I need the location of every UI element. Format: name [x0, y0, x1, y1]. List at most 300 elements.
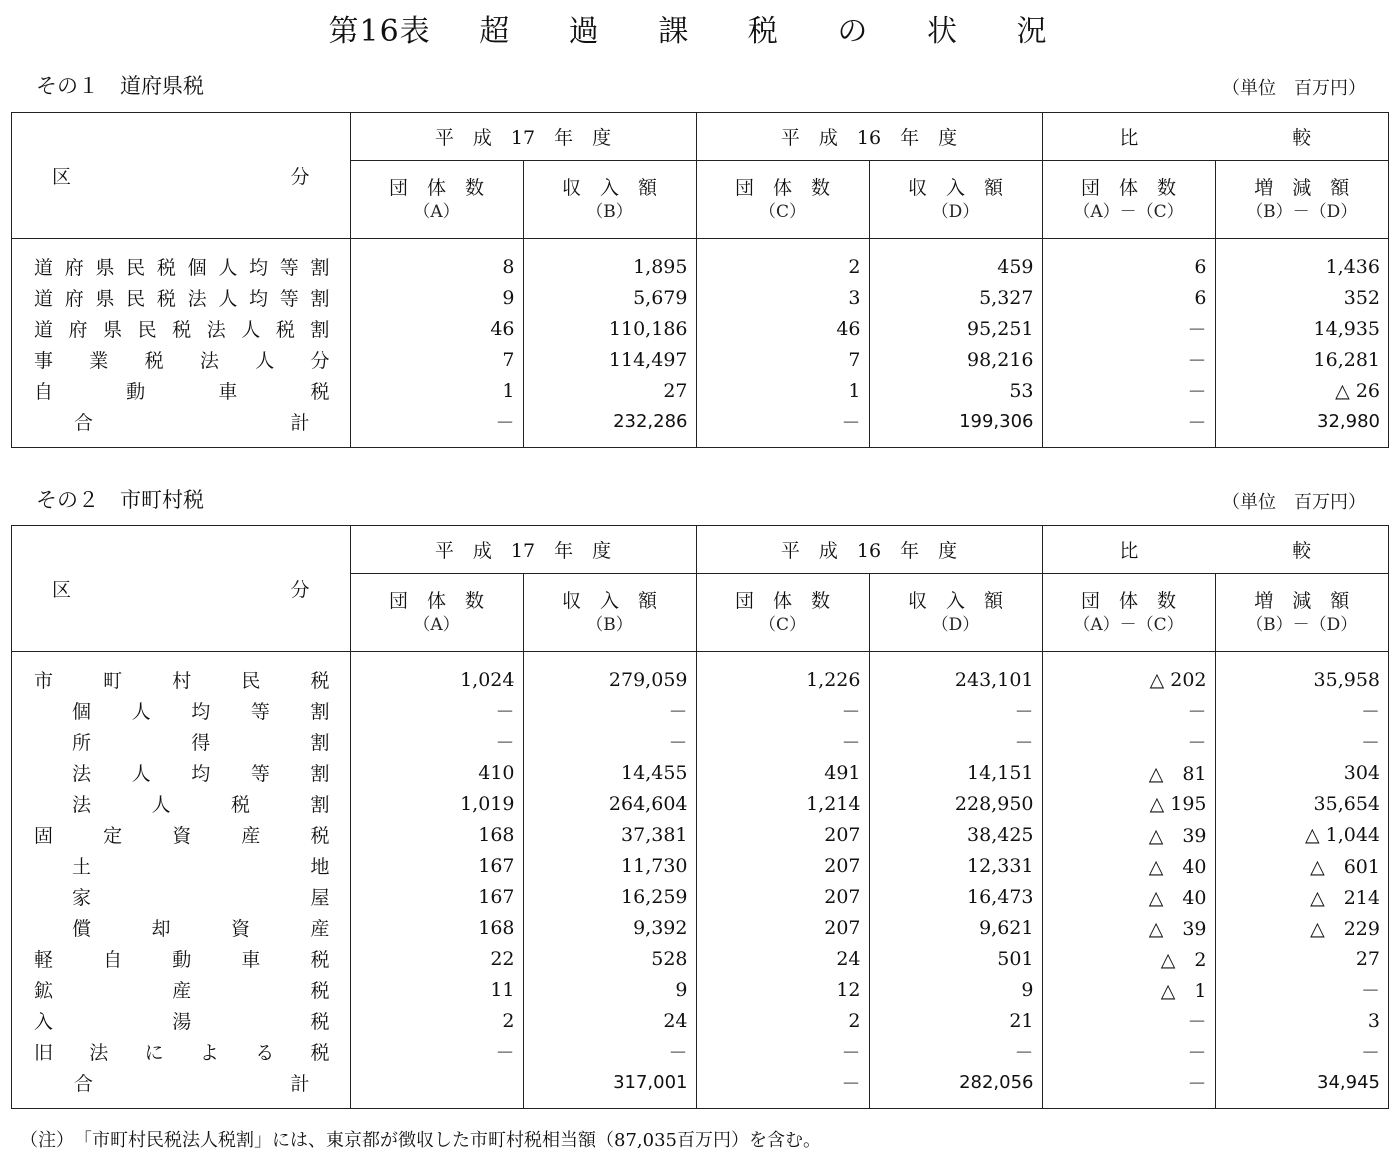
row-label-char: 却 — [151, 918, 171, 940]
row-label-text — [34, 1069, 330, 1096]
section1-label: その１ 道府県税 — [36, 74, 204, 98]
row-label-text — [34, 666, 330, 693]
cell-value: 168 — [350, 912, 523, 943]
cell-value: 1,895 — [523, 239, 696, 283]
cell-value: 207 — [696, 850, 869, 881]
row-label — [12, 788, 350, 819]
table-row — [12, 695, 1388, 726]
cell-value: 6 — [1042, 282, 1215, 313]
row-label-char: 税 — [310, 980, 330, 1002]
column-sublabel: （A）－（C） — [1073, 614, 1184, 635]
cell-value: △ 40 — [1042, 881, 1215, 912]
row-label-char: 旧 — [34, 1042, 54, 1064]
column-label: 収 入 額 — [907, 176, 1003, 199]
row-label — [12, 406, 350, 447]
row-label-text — [34, 697, 330, 724]
row-label-char: 法 — [187, 288, 207, 310]
cell-value: 14,455 — [523, 757, 696, 788]
row-label-char: 民 — [241, 670, 261, 692]
column-sublabel: （B） — [586, 614, 633, 635]
row-label-char: 府 — [68, 319, 88, 341]
column-label: 団 体 数 — [1080, 176, 1176, 199]
cell-value: 167 — [350, 881, 523, 912]
cell-value: 1,436 — [1215, 239, 1388, 283]
kubun-label — [52, 575, 310, 602]
table-row — [12, 726, 1388, 757]
footnote: （注） 「市町村民税法人税割」には、東京都が徴収した市町村税相当額（87,035百万円）を含む。 — [20, 1130, 821, 1151]
cell-value: － — [1042, 1005, 1215, 1036]
row-label-char: 町 — [103, 670, 123, 692]
cell-value: － — [1042, 344, 1215, 375]
cell-value: － — [1215, 1036, 1388, 1067]
row-label-text — [34, 346, 330, 373]
row-label-char: 動 — [172, 949, 192, 971]
row-label-char: 税 — [156, 288, 176, 310]
column-sublabel: （B） — [586, 201, 633, 222]
cell-value: 9,392 — [523, 912, 696, 943]
column-label: 増 減 額 — [1254, 176, 1350, 199]
row-label-text — [34, 315, 330, 342]
cell-value: － — [696, 1067, 869, 1108]
column-header — [869, 161, 1042, 239]
row-label-char: 法 — [72, 763, 92, 785]
column-sublabel: （B）－（D） — [1246, 614, 1358, 635]
cell-value: 528 — [523, 943, 696, 974]
cell-value: 264,604 — [523, 788, 696, 819]
cell-value: △ 195 — [1042, 788, 1215, 819]
cell-value: 9 — [869, 974, 1042, 1005]
cell-value: 282,056 — [869, 1067, 1042, 1108]
column-header — [523, 574, 696, 652]
cell-value: 9,621 — [869, 912, 1042, 943]
cell-value: 491 — [696, 757, 869, 788]
row-label-text — [34, 253, 330, 280]
kubun-right: 分 — [290, 579, 310, 601]
cell-value: 7 — [350, 344, 523, 375]
row-label-char: 所 — [72, 732, 92, 754]
row-label-char: 鉱 — [34, 980, 54, 1002]
cell-value: － — [350, 1036, 523, 1067]
cell-value: － — [869, 695, 1042, 726]
column-header — [1215, 161, 1388, 239]
cell-value: － — [523, 695, 696, 726]
row-label-text — [34, 759, 330, 786]
cell-value: － — [1215, 974, 1388, 1005]
cell-value: － — [1042, 375, 1215, 406]
cell-value: 35,958 — [1215, 652, 1388, 696]
cell-value: 53 — [869, 375, 1042, 406]
title-char: 超 — [479, 14, 511, 49]
cell-value: 16,259 — [523, 881, 696, 912]
row-label-char: 道 — [34, 257, 54, 279]
column-header — [1042, 574, 1215, 652]
row-label — [12, 282, 350, 313]
row-label-char: 法 — [199, 350, 219, 372]
cell-value: 501 — [869, 943, 1042, 974]
title-char: 課 — [658, 14, 690, 49]
row-label — [12, 375, 350, 406]
column-sublabel: （C） — [758, 614, 806, 635]
cell-value: 27 — [1215, 943, 1388, 974]
cell-value: 16,473 — [869, 881, 1042, 912]
compare-header — [1042, 526, 1388, 574]
cell-value: 232,286 — [523, 406, 696, 447]
column-sublabel: （C） — [758, 201, 806, 222]
row-label-char: 人 — [241, 319, 261, 341]
row-label-char: 割 — [310, 701, 330, 723]
page-title — [0, 6, 1400, 50]
table-row — [12, 912, 1388, 943]
cell-value: － — [1042, 726, 1215, 757]
cell-value: △ 39 — [1042, 819, 1215, 850]
cell-value: 1 — [350, 375, 523, 406]
column-header — [696, 574, 869, 652]
row-label-char: 道 — [34, 319, 54, 341]
cell-value: 304 — [1215, 757, 1388, 788]
cell-value: 110,186 — [523, 313, 696, 344]
row-label-char: 計 — [290, 1073, 310, 1095]
cell-value: 95,251 — [869, 313, 1042, 344]
row-label-char: 割 — [310, 288, 330, 310]
row-label-text — [34, 728, 330, 755]
cell-value: 98,216 — [869, 344, 1042, 375]
row-label-char: 人 — [218, 257, 238, 279]
column-sublabel: （B）－（D） — [1246, 201, 1358, 222]
row-label — [12, 943, 350, 974]
table-row — [12, 282, 1388, 313]
year16-header: 平 成 16 年 度 — [696, 113, 1042, 161]
row-label-char: 法 — [72, 794, 92, 816]
row-label-char: 家 — [72, 887, 92, 909]
row-label-char: 法 — [206, 319, 226, 341]
cell-value: △ 202 — [1042, 652, 1215, 696]
cell-value: △ 1,044 — [1215, 819, 1388, 850]
kubun-label — [52, 162, 310, 189]
row-label-char: 均 — [191, 763, 211, 785]
row-label-char: 税 — [275, 319, 295, 341]
row-label-char: 民 — [126, 257, 146, 279]
row-label — [12, 881, 350, 912]
row-label-char: 計 — [290, 412, 310, 434]
table-row — [12, 1067, 1388, 1108]
column-label: 団 体 数 — [734, 589, 830, 612]
table-row — [12, 974, 1388, 1005]
column-header — [350, 161, 523, 239]
cell-value: 279,059 — [523, 652, 696, 696]
section1-unit: （単位 百万円） — [1222, 78, 1366, 99]
row-label — [12, 726, 350, 757]
kubun-right: 分 — [290, 166, 310, 188]
cell-value: △ 81 — [1042, 757, 1215, 788]
cell-value: 6 — [1042, 239, 1215, 283]
cell-value: 37,381 — [523, 819, 696, 850]
row-label-char: 車 — [218, 381, 238, 403]
row-label — [12, 1036, 350, 1067]
cell-value: 1,226 — [696, 652, 869, 696]
compare-char: 較 — [1292, 127, 1312, 149]
cell-value: 24 — [696, 943, 869, 974]
year16-header: 平 成 16 年 度 — [696, 526, 1042, 574]
cell-value: 35,654 — [1215, 788, 1388, 819]
row-label-char: 分 — [310, 350, 330, 372]
row-label-char: 固 — [34, 825, 54, 847]
row-label-char: 市 — [34, 670, 54, 692]
cell-value: 9 — [523, 974, 696, 1005]
row-label-char: 税 — [310, 1042, 330, 1064]
row-label-char: 割 — [310, 319, 330, 341]
row-label-char: 入 — [34, 1011, 54, 1033]
cell-value: － — [1215, 695, 1388, 726]
cell-value: － — [1042, 406, 1215, 447]
table-row — [12, 881, 1388, 912]
column-label: 団 体 数 — [388, 176, 484, 199]
row-label-char: 土 — [72, 856, 92, 878]
column-header — [523, 161, 696, 239]
row-label-char: 等 — [250, 763, 270, 785]
section2-unit: （単位 百万円） — [1222, 492, 1366, 513]
row-label-char: 人 — [255, 350, 275, 372]
cell-value: 9 — [350, 282, 523, 313]
cell-value: 167 — [350, 850, 523, 881]
table-row — [12, 1036, 1388, 1067]
row-label-char: 事 — [34, 350, 54, 372]
cell-value: 3 — [1215, 1005, 1388, 1036]
row-label-char: 均 — [249, 288, 269, 310]
cell-value: 1,019 — [350, 788, 523, 819]
row-label-char: 産 — [172, 980, 192, 1002]
row-label-char: 人 — [151, 794, 171, 816]
row-label-char: 人 — [131, 763, 151, 785]
cell-value: 21 — [869, 1005, 1042, 1036]
row-label-char: 等 — [250, 701, 270, 723]
row-label-char: 軽 — [34, 949, 54, 971]
row-label-char: 法 — [89, 1042, 109, 1064]
row-label-char: 個 — [72, 701, 92, 723]
compare-char: 比 — [1119, 540, 1139, 562]
cell-value: 459 — [869, 239, 1042, 283]
row-label — [12, 695, 350, 726]
cell-value: 243,101 — [869, 652, 1042, 696]
table-row — [12, 819, 1388, 850]
cell-value: 11 — [350, 974, 523, 1005]
row-label-char: 等 — [279, 288, 299, 310]
cell-value: 5,327 — [869, 282, 1042, 313]
row-label — [12, 974, 350, 1005]
row-label-char: 民 — [126, 288, 146, 310]
kubun-header — [12, 113, 350, 239]
row-label-char: 府 — [64, 257, 84, 279]
row-label-char: 人 — [131, 701, 151, 723]
cell-value: － — [523, 726, 696, 757]
cell-value: △ 26 — [1215, 375, 1388, 406]
row-label-char: 県 — [95, 257, 115, 279]
row-label — [12, 239, 350, 283]
table-row — [12, 943, 1388, 974]
column-sublabel: （D） — [931, 614, 980, 635]
cell-value: － — [869, 1036, 1042, 1067]
prefectural-tax-table — [11, 112, 1389, 448]
column-sublabel: （A）－（C） — [1073, 201, 1184, 222]
row-label-text — [34, 1038, 330, 1065]
cell-value: 38,425 — [869, 819, 1042, 850]
row-label-char: 割 — [310, 763, 330, 785]
column-label: 収 入 額 — [907, 589, 1003, 612]
column-header — [696, 161, 869, 239]
table-row — [12, 406, 1388, 447]
cell-value: 11,730 — [523, 850, 696, 881]
column-header — [1042, 161, 1215, 239]
cell-value: － — [1042, 695, 1215, 726]
year17-header: 平 成 17 年 度 — [350, 113, 696, 161]
kubun-header — [12, 526, 350, 652]
cell-value: － — [696, 406, 869, 447]
column-sublabel: （A） — [413, 614, 460, 635]
cell-value: 168 — [350, 819, 523, 850]
row-label-text — [34, 976, 330, 1003]
row-label-char: 県 — [95, 288, 115, 310]
column-label: 増 減 額 — [1254, 589, 1350, 612]
cell-value: 317,001 — [523, 1067, 696, 1108]
row-label-text — [34, 821, 330, 848]
cell-value: 352 — [1215, 282, 1388, 313]
table-row — [12, 652, 1388, 696]
title-char: 税 — [747, 14, 779, 49]
row-label-text — [34, 408, 330, 435]
cell-value: △ 2 — [1042, 943, 1215, 974]
table-row — [12, 788, 1388, 819]
section2-label: その２ 市町村税 — [36, 488, 204, 512]
row-label-char: 車 — [241, 949, 261, 971]
cell-value — [350, 1067, 523, 1108]
cell-value: △ 214 — [1215, 881, 1388, 912]
cell-value: － — [696, 695, 869, 726]
cell-value: 228,950 — [869, 788, 1042, 819]
row-label-char: 人 — [218, 288, 238, 310]
cell-value: － — [696, 726, 869, 757]
row-label-char: 資 — [172, 825, 192, 847]
row-label-char: 村 — [172, 670, 192, 692]
cell-value: 22 — [350, 943, 523, 974]
cell-value: 207 — [696, 881, 869, 912]
title-char: 況 — [1016, 14, 1048, 49]
cell-value: 2 — [350, 1005, 523, 1036]
column-header — [1215, 574, 1388, 652]
compare-char: 比 — [1119, 127, 1139, 149]
row-label-char: 個 — [187, 257, 207, 279]
row-label — [12, 912, 350, 943]
cell-value: 207 — [696, 912, 869, 943]
kubun-left: 区 — [52, 166, 72, 188]
row-label-char: 償 — [72, 918, 92, 940]
cell-value: － — [350, 406, 523, 447]
cell-value: 1 — [696, 375, 869, 406]
kubun-left: 区 — [52, 579, 72, 601]
row-label-char: 税 — [310, 670, 330, 692]
row-label — [12, 850, 350, 881]
row-label-char: 業 — [89, 350, 109, 372]
cell-value: － — [1042, 1036, 1215, 1067]
column-header — [869, 574, 1042, 652]
cell-value: 27 — [523, 375, 696, 406]
cell-value: 2 — [696, 239, 869, 283]
row-label-text — [34, 883, 330, 910]
column-sublabel: （D） — [931, 201, 980, 222]
municipal-tax-table — [11, 525, 1389, 1109]
cell-value: △ 1 — [1042, 974, 1215, 1005]
row-label-char: 自 — [34, 381, 54, 403]
cell-value: 14,935 — [1215, 313, 1388, 344]
cell-value: － — [1042, 313, 1215, 344]
title-char: 過 — [568, 14, 600, 49]
cell-value: － — [523, 1036, 696, 1067]
cell-value: 34,945 — [1215, 1067, 1388, 1108]
cell-value: 2 — [696, 1005, 869, 1036]
cell-value: 12,331 — [869, 850, 1042, 881]
cell-value: 3 — [696, 282, 869, 313]
table-row — [12, 757, 1388, 788]
compare-char: 較 — [1292, 540, 1312, 562]
cell-value: 114,497 — [523, 344, 696, 375]
cell-value: 8 — [350, 239, 523, 283]
row-label-char: 動 — [126, 381, 146, 403]
row-label-char: 税 — [310, 1011, 330, 1033]
row-label-char: 合 — [74, 1073, 94, 1095]
row-label-char: 税 — [172, 319, 192, 341]
row-label — [12, 652, 350, 696]
row-label-char: 資 — [230, 918, 250, 940]
row-label-char: 湯 — [172, 1011, 192, 1033]
row-label-char: 屋 — [310, 887, 330, 909]
cell-value: － — [1215, 726, 1388, 757]
cell-value: △ 601 — [1215, 850, 1388, 881]
row-label-char: 税 — [310, 825, 330, 847]
cell-value: 24 — [523, 1005, 696, 1036]
cell-value: 207 — [696, 819, 869, 850]
table-row — [12, 1005, 1388, 1036]
column-label: 収 入 額 — [561, 176, 657, 199]
row-label-text — [34, 377, 330, 404]
column-label: 収 入 額 — [561, 589, 657, 612]
cell-value: － — [1042, 1067, 1215, 1108]
cell-value: 32,980 — [1215, 406, 1388, 447]
cell-value: 5,679 — [523, 282, 696, 313]
table-row — [12, 850, 1388, 881]
row-label — [12, 1067, 350, 1108]
row-label-text — [34, 945, 330, 972]
row-label-char: 割 — [310, 732, 330, 754]
column-header — [350, 574, 523, 652]
row-label — [12, 344, 350, 375]
table-row — [12, 344, 1388, 375]
row-label-char: 均 — [191, 701, 211, 723]
cell-value: 410 — [350, 757, 523, 788]
row-label-char: 税 — [156, 257, 176, 279]
column-label: 団 体 数 — [734, 176, 830, 199]
row-label — [12, 819, 350, 850]
compare-header — [1042, 113, 1388, 161]
year17-header: 平 成 17 年 度 — [350, 526, 696, 574]
row-label-char: 均 — [249, 257, 269, 279]
cell-value: △ 229 — [1215, 912, 1388, 943]
row-label-text — [34, 852, 330, 879]
row-label — [12, 757, 350, 788]
compare-label — [1043, 536, 1389, 563]
row-label-char: 割 — [310, 794, 330, 816]
cell-value: 1,024 — [350, 652, 523, 696]
row-label-char: 得 — [191, 732, 211, 754]
cell-value: 14,151 — [869, 757, 1042, 788]
row-label-char: 民 — [137, 319, 157, 341]
